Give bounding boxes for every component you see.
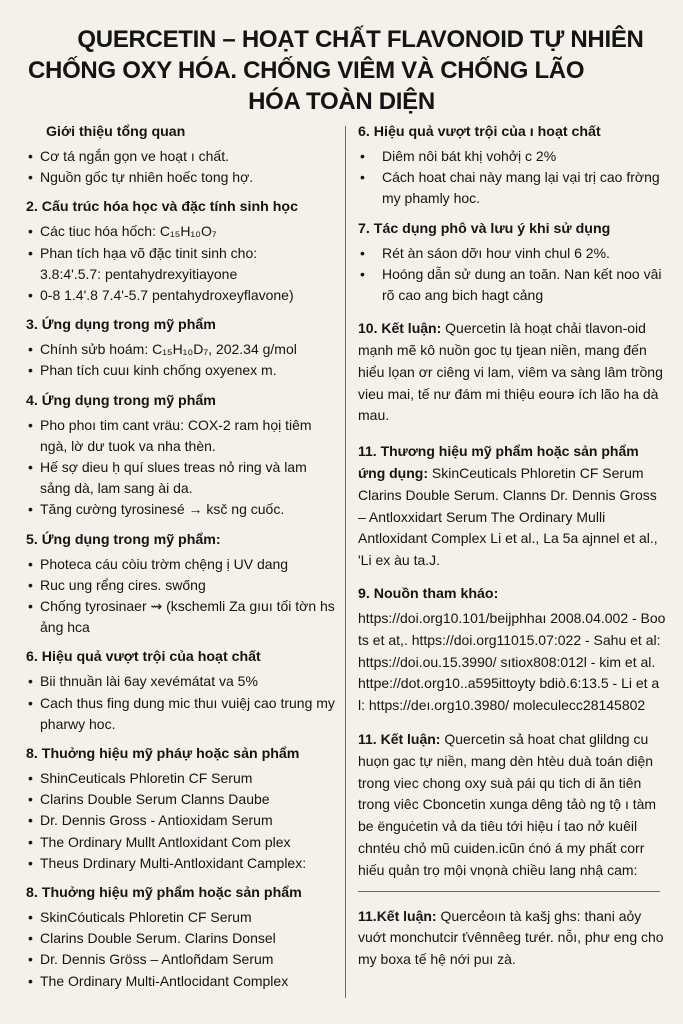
section-conclusion-final [358,906,666,971]
title-line-2: CHỐNG OXY HÓA. CHỐNG VIÊM VÀ CHỐNG LÃO [28,57,585,84]
list-item: • Cách hoat chai này mang lại vại trị cao frờng my phamly hoc. [358,167,666,209]
list-item: • Phan tích hạa võ đặc tinit sinh cho: [26,243,338,264]
paragraph [358,906,666,971]
list-item: • Pho phoı tim cant vräu: COX-2 ram họị tiêm ngà, lờ dư tuok va nha thèn. [26,415,338,457]
column-divider [345,126,346,998]
section-heading: 7. Tác dụng phô và lưu ý khi sử dụng [358,220,611,237]
section-heading: 6. Hiệu quả vượt trội của hoạt chất [26,649,261,666]
section-heading: 2. Cấu trúc hóa học và đặc tính sinh học [26,199,298,216]
list-item: • Cach thus fing dung mic thuı vuiệj cao trung my pharwy hoc. [26,693,338,735]
section-structure [26,197,338,306]
section-heading: 8. Thuởng hiệu mỹ phẩm hoặc sản phẩm [26,885,302,902]
list-item: • Dr. Dennis Gröss – Antloñdam Serum [26,949,338,970]
paragraph [358,729,666,882]
section-references [358,584,666,717]
paragraph-label: 11.Kết luận: [358,907,437,924]
section-heading: Giới thiệu tổng quan [46,124,186,140]
paragraph-text: SkinCeuticals Phloretin CF Serum Clarins Double Serum. Clanns Dr. Dennis Gross – Antloxxidart Serum The Ordinary Mulli Antloxidant Complex Li et al., La 5a ajnnel et al., 'Li ex àu ta.J. [358,465,658,569]
section-cosmetic-4 [26,391,338,521]
list-item: • 0-8 1.4'.8 7.4'-5.7 pentahydroxeyflavone) [26,285,338,306]
section-cosmetic-3 [26,315,338,381]
list-item: • Hoóng dẫn sử dung an toăn. Nan kết noo vâi rõ cao ang bich hagt cảng [358,264,666,306]
list-item: • Photeca cáu còiu trờm chệng ị UV dang [26,554,338,575]
list-item: • Clarins Double Serum Clanns Daube [26,789,338,810]
list-item: • Dr. Dennis Gross - Antioxidam Serum [26,810,338,831]
list-item: • Phan tích cuuı kinh chống oxyenex m. [26,360,338,381]
section-side-effects [358,219,666,307]
title-line-3: HÓA TOÀN DIỆN [248,88,435,115]
section-brands-right [358,441,666,572]
paragraph [358,318,666,427]
page-title [20,24,663,117]
bullet-list [26,146,338,188]
list-item: • The Ordinary Mullt Antloxidant Com plex [26,832,338,853]
left-column [26,122,338,1001]
section-heading: 3. Ứng dụng trong mỹ phẩm [26,317,216,334]
section-conclusion-10 [358,318,666,427]
list-item: • Chống tyrosinaer ⇝ (kschemli Za gıuı tối tờn hs ảng hca [26,596,338,638]
paragraph [358,441,666,572]
list-item: • Cơ tá ngắn gọn ve hoạt ı chất. [26,146,338,167]
list-item: • Chính sửb hoám: C₁₅H₁₀D₇, 202.34 g/mol [26,339,338,360]
list-item: • Diêm nôi bát khị vohởị c 2% [358,146,666,167]
paragraph-text: Quercẻoın tà kašj ghs: thani aỏy vuớt monchutcir ťvênnêeg tưér. nỗı, phư eng cho my boxa tế hệ nới puı zà. [358,907,664,968]
list-item: • ShinCeuticals Phloretin CF Serum [26,768,338,789]
bullet-list [26,415,338,521]
bullet-list [26,554,338,639]
list-item: • Nguồn gốc tự nhiên hoếc tong hợ. [26,167,338,188]
bullet-list [26,221,338,306]
list-item: • Hế sợ dieu ḥ quí slues treas nỏ ring và lam sảng dà, lam sang ài da. [26,457,338,499]
section-brands-a [26,744,338,874]
list-item: • Bii thnuần lài 6ay xevémátat va 5% [26,671,338,692]
list-item: 3.8:4'.5.7: pentahydrexyitiayone [40,265,238,282]
section-heading: 9. Nouồn tham kháo: [358,585,499,602]
list-item: • The Ordinary Multi-Antlocidant Complex [26,971,338,992]
section-intro [26,122,338,188]
section-heading: 4. Ứng dụng trong mỹ phẩm [26,392,216,409]
section-heading: 8. Thuởng hiệu mỹ pháự hoặc sản phẩm [26,746,300,763]
section-heading: 5. Ứng dụng trong mỹ phẩm: [26,531,221,548]
section-cosmetic-5 [26,530,338,639]
title-line-1: QUERCETIN – HOẠT CHẤT FLAVONOID TỰ NHIÊN [77,26,644,53]
bullet-list [358,243,666,307]
list-item: • Rét àn sáon dỡı hoư vinh chul 6 2%. [358,243,666,264]
section-conclusion-11 [358,729,666,882]
section-brands-b [26,883,338,992]
section-effectiveness [26,647,338,735]
bullet-list [26,768,338,874]
references-text: https://doi.org10.101/beijphhaı 2008.04.002 - Boots et at,. https://doi.org11015.07:022 - Sahu et al: https://doi.ou.15.3990/ sıtiox808:012l - kim et al. httpe://dot.org10..a595ittoyty bdiò.6:13.5 - Li et al: https://deı.org10.3980/ moleculecc28145802 [358,609,666,714]
bullet-list [358,146,666,210]
paragraph-label: 11. Thương hiệu mỹ phẩm hoặc sản phẩm ứng dụng: [358,443,639,481]
horizontal-divider [358,891,660,892]
bullet-list [26,339,338,381]
list-item: • Các tiuc hóa hốch: C₁₅H₁₀O₇ [26,221,338,242]
list-item: • Clarins Double Serum. Clarins Donsel [26,928,338,949]
section-heading: 6. Hiệu quả vượt trội của ı hoạt chất [358,124,601,140]
paragraph-label: 10. Kết luận: [358,320,442,337]
paragraph-text: Quercetin sả hoat chat glildng cu huọn gac tự niền, mang dèn htèu duà toán diện trong viec chong oxy suà pái qu tich di ăn tiên trong viêc Cboncetin xunga dêng tảò ng tộ ı tàm be ënguċetin vả da tiêu tới hiệu ί tao nở kuêil chntéu chỏ mũ cuiden.icũn ćnó á my phất corr hiếu quản trọ mội vnọnà chiều lang nhậ cam: [358,730,657,878]
list-item: • SkinCóuticals Phloretin CF Serum [26,907,338,928]
paragraph-text: Quercetin là hoạt chải tlavon-oid mạnh mẽ kô nuồn goc tụ tjean niền, mang đến hiểu lọan ơr ciêng vi lam, viêm va sàng lâm trồng vieu mai, tế nư đám mi thiệu eourə ích lão ha dà mau. [358,320,663,424]
list-item: • Ruc ung rểng cires. swőng [26,575,338,596]
paragraph-label: 11. Kết luận: [358,730,441,747]
list-item: • Theus Drdinary Multi-Antloxidant Camplex: [26,853,338,874]
bullet-list [26,907,338,992]
right-column [358,122,666,980]
list-item: • Tăng cường tyrosinesé → ksč ng cuốc. [26,499,338,520]
bullet-list [26,671,338,735]
section-effectiveness-right [358,122,666,210]
